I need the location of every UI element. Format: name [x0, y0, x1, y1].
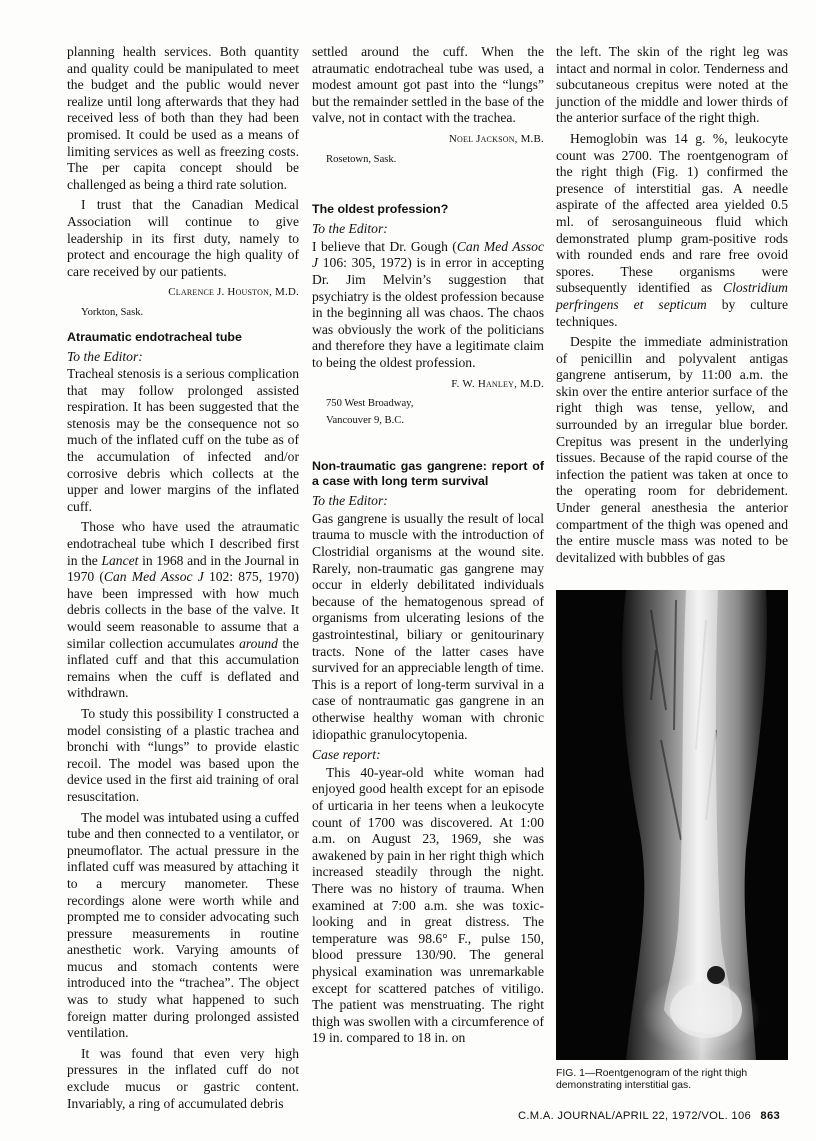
salutation: To the Editor:: [312, 221, 388, 237]
paragraph: The model was intubated using a cuffed tube and then connected to a ventilator, or pneumoflator. The actual pressure in the inflated cuff was measured by attaching it to a mercury manometer. These recordings alone were worth while and prompted me to consider advocating such pressure measurements in routine anesthetic work. Varying amounts of mucus and stomach contents were introduced into the “trachea”. The object was to study what happened to such foreign matter during prolonged assisted ventilation.: [67, 809, 299, 1041]
page-footer: [518, 1110, 780, 1122]
section-label: Case report:: [312, 747, 381, 763]
signature-name: Noel Jackson, M.B.: [448, 132, 544, 145]
paragraph: I believe that Dr. Gough (Can Med Assoc J 106: 305, 1972) is in error in accepting Dr. Jim Melvin’s suggestion that psychiatry is the oldest profession because in the beginning all was chaos. The chaos was obviously the work of the politicians and therefore they have a legitimate claim to being the oldest profession.: [312, 238, 544, 370]
signature-place: Rosetown, Sask.: [326, 153, 397, 165]
column-3: [556, 44, 788, 570]
column-1: [67, 44, 299, 1116]
signature-name: F. W. Hanley, M.D.: [451, 377, 544, 390]
paragraph: To study this possibility I constructed a model consisting of a plastic trachea and bronchi with “lungs” to provide elastic recoil. The model was based upon the device used in the first aid training of oral resuscitation.: [67, 705, 299, 804]
salutation: To the Editor:: [67, 348, 143, 364]
paragraph: planning health services. Both quantity and quality could be manipulated to meet the budget and the public would never realize until long afterwards that they had received less of both than they had been promised. It could be used as a means of limiting services as well as freezing costs. The per capita concept should be challenged as being a third rate solution.: [67, 44, 299, 192]
paragraph: Hemoglobin was 14 g. %, leukocyte count was 2700. The roentgenogram of the right thigh (Fig. 1) confirmed the presence of interstitial gas. A needle aspirate of the affected area yielded 0.5 ml. of serosanguineous fluid which demonstrated plump gram-positive rods with rounded ends and rare free ovoid spores. These organisms were subsequently identified as Clostridium perfringens et septicum by culture techniques.: [556, 130, 788, 329]
paragraph: Gas gangrene is usually the result of local trauma to muscle with the introduction of Clostridial organisms at the wound site. Rarely, non-traumatic gas gangrene may occur in elderly debilitated individuals because of the hematogenous spread of organisms from ulcerating lesions of the gastrointestinal, biliary or genitourinary tracts. None of the latter cases have survived for an appreciable length of time. This is a report of long-term survival in a case of nontraumatic gas gangrene in an otherwise healthy woman with chronic idiopathic granulocytopenia.: [312, 510, 544, 742]
paragraph: Tracheal stenosis is a serious complication that may follow prolonged assisted respiration. It has been suggested that the stenosis may be the consequence not so much of the inflated cuff on the tube as of the accumulation of infected and/or corrosive debris which collects at the upper and lower margins of the inflated cuff.: [67, 366, 299, 514]
column-2: [312, 44, 544, 1051]
article-heading: Atraumatic endotracheal tube: [67, 329, 242, 344]
paragraph: settled around the cuff. When the atraumatic endotracheal tube was used, a modest amount got past into the “lungs” but the remainder settled in the base of the valve, not in contact with the trachea.: [312, 44, 544, 126]
salutation: To the Editor:: [312, 493, 388, 509]
figure-caption: FIG. 1—Roentgenogram of the right thigh demonstrating interstitial gas.: [556, 1068, 748, 1092]
paragraph: It was found that even very high pressures in the inflated cuff do not exclude mucus or gastric content. Invariably, a ring of accumulated debris: [67, 1045, 299, 1111]
signature-address: 750 West Broadway,: [326, 398, 414, 410]
paragraph: Those who have used the atraumatic endotracheal tube which I described first in the Lancet in 1968 and in the Journal in 1970 (Can Med Assoc J 102: 875, 1970) have been impressed with how much debris collects in the base of the valve. It would seem reasonable to assume that a similar collection accumulates around the inflated cuff and that this accumulation remains when the cuff is deflated and withdrawn.: [67, 519, 299, 701]
paragraph: This 40-year-old white woman had enjoyed good health except for an episode of urticaria in her teens when a leukocyte count of 1700 was discovered. At 1:00 a.m. on August 23, 1969, she was awakened by pain in her right thigh which increased steadily through the night. There was no history of trauma. When examined at 7:00 a.m. she was toxic-looking and in great distress. The temperature was 98.6° F., pulse 150, blood pressure 130/90. The general physical examination was unremarkable except for scattered patches of vitiligo. The patient was menstruating. The right thigh was swollen with a circumference of 19 in. compared to 18 in. on: [312, 764, 544, 1046]
xray-thigh-illustration: [556, 590, 788, 1060]
article-heading: The oldest profession?: [312, 202, 449, 217]
article-heading: Non-traumatic gas gangrene: report of a case with long term survival: [312, 459, 544, 489]
journal-citation: C.M.A. JOURNAL/APRIL 22, 1972/VOL. 106: [518, 1110, 751, 1122]
signature-name: Clarence J. Houston, M.D.: [168, 286, 299, 299]
signature-place: Yorkton, Sask.: [81, 306, 144, 318]
paragraph: I trust that the Canadian Medical Association will continue to give leadership in its first duty, namely to protect and encourage the high quality of care received by our patients.: [67, 197, 299, 279]
page-number: 863: [760, 1110, 780, 1122]
paragraph: Despite the immediate administration of penicillin and polyvalent antigas gangrene antiserum, by 11:00 a.m. the skin over the entire anterior surface of the right thigh was tense, yellow, and surrounded by an irregular blue border. Crepitus was present in the underlying tissues. Because of the rapid course of the infection the patient was taken at once to the operating room for debridement. Under general anesthesia the anterior compartment of the thigh was opened and the entire muscle mass was noted to be devitalized with bubbles of gas: [556, 334, 788, 565]
figure-1-xray-image: [556, 590, 788, 1060]
signature-address: Vancouver 9, B.C.: [326, 414, 404, 426]
paragraph: the left. The skin of the right leg was intact and normal in color. Tenderness and subcutaneous crepitus were noted at the junction of the middle and lower thirds of the anterior surface of the right thigh.: [556, 44, 788, 126]
